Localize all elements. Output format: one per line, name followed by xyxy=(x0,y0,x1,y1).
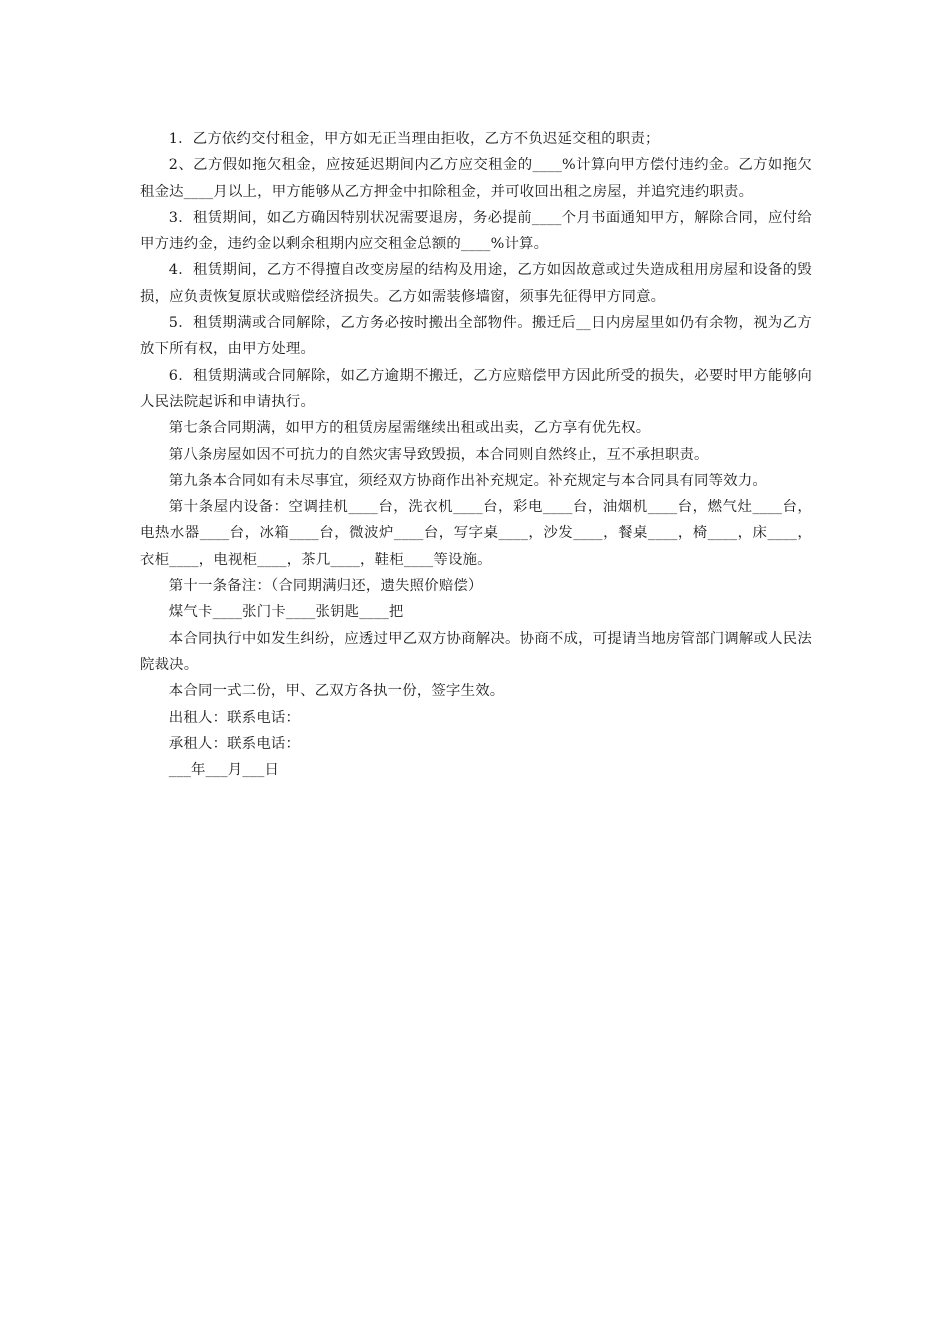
article-10-equipment: 第十条屋内设备：空调挂机____台，洗衣机____台，彩电____台，油烟机____台，燃气灶____台，电热水器____台，冰箱____台，微波炉____台，写字桌____，沙发____，餐桌____，椅____，床____，衣柜____，电视柜____，茶几____，鞋柜____等设施。 xyxy=(140,499,812,568)
copies-clause: 本合同一式二份，甲、乙双方各执一份，签字生效。 xyxy=(168,683,505,700)
article-7-priority-right: 第七条合同期满，如甲方的租赁房屋需继续出租或出卖，乙方享有优先权。 xyxy=(168,420,651,437)
clause-structure-alteration: 4．租赁期间，乙方不得擅自改变房屋的结构及用途，乙方如因故意或过失造成租用房屋和设备的毁损，应负责恢复原状或赔偿经济损失。乙方如需装修墙窗，须事先征得甲方同意。 xyxy=(140,262,812,305)
article-11-remarks: 第十一条备注：（合同期满归还，遗失照价赔偿） xyxy=(168,578,483,595)
cards-and-keys: 煤气卡____张门卡____张钥匙____把 xyxy=(168,604,404,621)
lessor-signature-line: 出租人：联系电话： xyxy=(168,709,301,726)
article-9-supplementary: 第九条本合同如有未尽事宜，须经双方协商作出补充规定。补充规定与本合同具有同等效力。 xyxy=(168,472,768,489)
clause-overdue-move-out: 6．租赁期满或合同解除，如乙方逾期不搬迁，乙方应赔偿甲方因此所受的损失，必要时甲方能够向人民法院起诉和申请执行。 xyxy=(140,367,812,410)
clause-rent-payment: 1．乙方依约交付租金，甲方如无正当理由拒收，乙方不负迟延交租的职责； xyxy=(168,131,660,147)
lessee-signature-line: 承租人：联系电话： xyxy=(168,735,301,752)
article-8-force-majeure: 第八条房屋如因不可抗力的自然灾害导致毁损，本合同则自然终止，互不承担职责。 xyxy=(168,446,709,463)
clause-move-out: 5．租赁期满或合同解除，乙方务必按时搬出全部物件。搬迁后__日内房屋里如仍有余物，视为乙方放下所有权，由甲方处理。 xyxy=(140,315,812,358)
clause-early-termination: 3．租赁期间，如乙方确因特别状况需要退房，务必提前____个月书面通知甲方，解除合同，应付给甲方违约金，违约金以剩余租期内应交租金总额的____%计算。 xyxy=(140,209,812,253)
contract-body xyxy=(140,126,812,783)
clause-late-rent-penalty: 2、乙方假如拖欠租金，应按延迟期间内乙方应交租金的____%计算向甲方偿付违约金。乙方如拖欠租金达____月以上，甲方能够从乙方押金中扣除租金，并可收回出租之房屋，并追究违约职责。 xyxy=(140,157,812,200)
dispute-resolution: 本合同执行中如发生纠纷，应透过甲乙双方协商解决。协商不成，可提请当地房管部门调解或人民法院裁决。 xyxy=(140,630,812,673)
date-line: ___年___月___日 xyxy=(168,762,280,779)
